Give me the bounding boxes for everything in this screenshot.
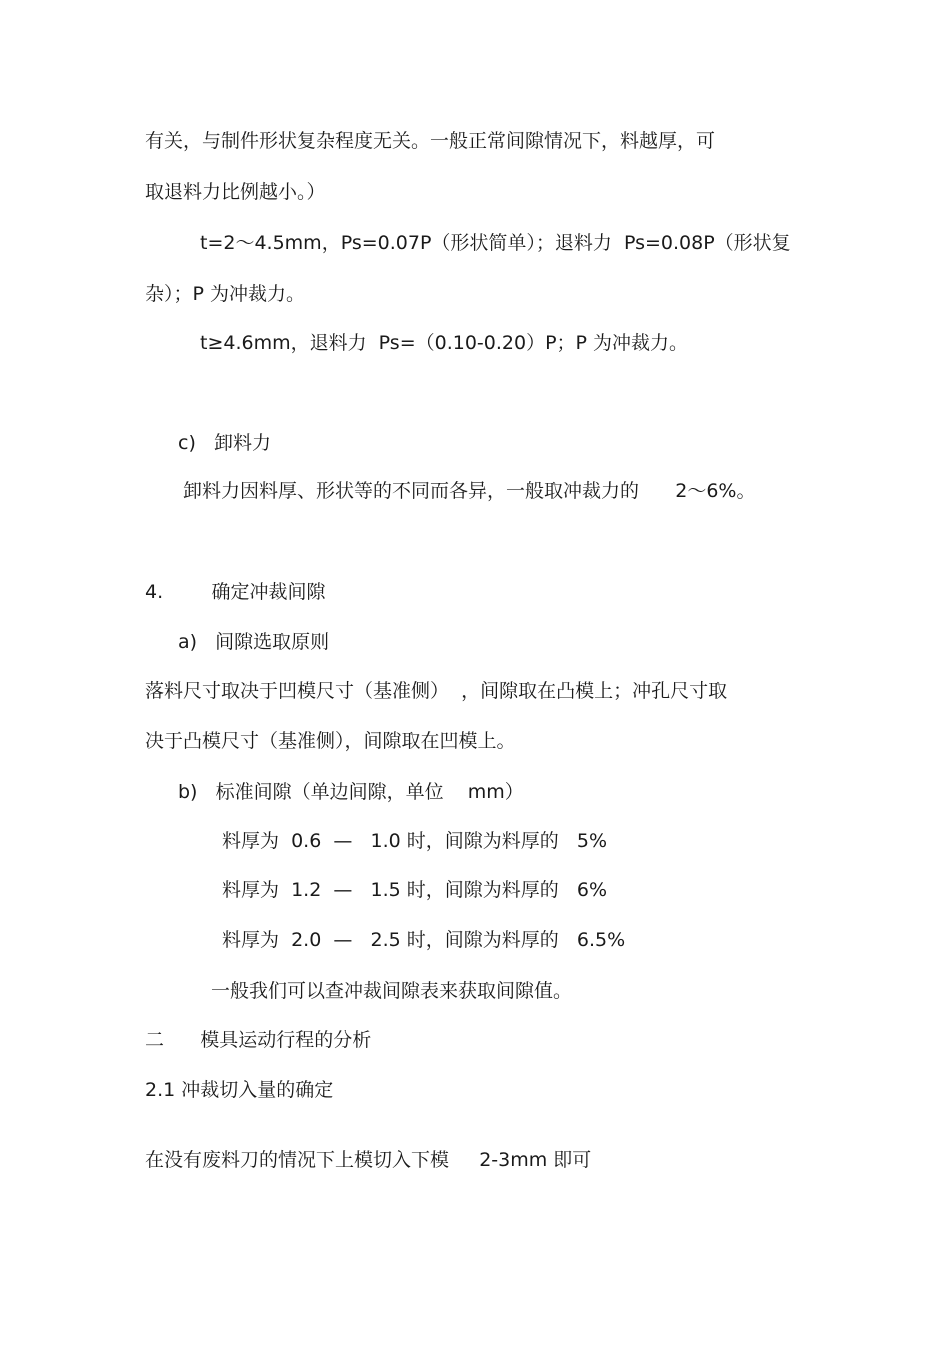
list-item: 料厚为 0.6 — 1.0 时，间隙为料厚的 5% <box>222 830 608 852</box>
paragraph-line: 在没有废料刀的情况下上模切入下模 2-3mm 即可 <box>145 1149 592 1171</box>
paragraph-line: 决于凸模尺寸（基准侧），间隙取在凹模上。 <box>145 730 516 752</box>
section-heading: 4. 确定冲裁间隙 <box>145 581 326 603</box>
subsection-heading: a) 间隙选取原则 <box>178 631 330 653</box>
paragraph-line: 落料尺寸取决于凹模尺寸（基准侧） ，间隙取在凸模上；冲孔尺寸取 <box>145 680 728 702</box>
list-item: 料厚为 2.0 — 2.5 时，间隙为料厚的 6.5% <box>222 929 626 951</box>
section-heading: c) 卸料力 <box>178 432 271 454</box>
paragraph-line: 一般我们可以查冲裁间隙表来获取间隙值。 <box>211 980 573 1002</box>
section-heading: 2.1 冲裁切入量的确定 <box>145 1079 334 1101</box>
chapter-heading: 二 模具运动行程的分析 <box>145 1029 372 1051</box>
paragraph-line: t≥4.6mm，退料力 Ps=（0.10-0.20）P；P 为冲裁力。 <box>200 332 689 354</box>
paragraph-line: 卸料力因料厚、形状等的不同而各异，一般取冲裁力的 2～6%。 <box>183 480 756 502</box>
paragraph-line: t=2～4.5mm，Ps=0.07P（形状简单）；退料力 Ps=0.08P（形状复 <box>200 232 791 254</box>
subsection-heading: b) 标准间隙（单边间隙，单位 mm） <box>178 781 524 803</box>
list-item: 料厚为 1.2 — 1.5 时，间隙为料厚的 6% <box>222 879 608 901</box>
paragraph-line: 取退料力比例越小。） <box>145 181 326 203</box>
paragraph-line: 杂）；P 为冲裁力。 <box>145 283 305 305</box>
paragraph-line: 有关，与制件形状复杂程度无关。一般正常间隙情况下，料越厚，可 <box>145 130 716 152</box>
